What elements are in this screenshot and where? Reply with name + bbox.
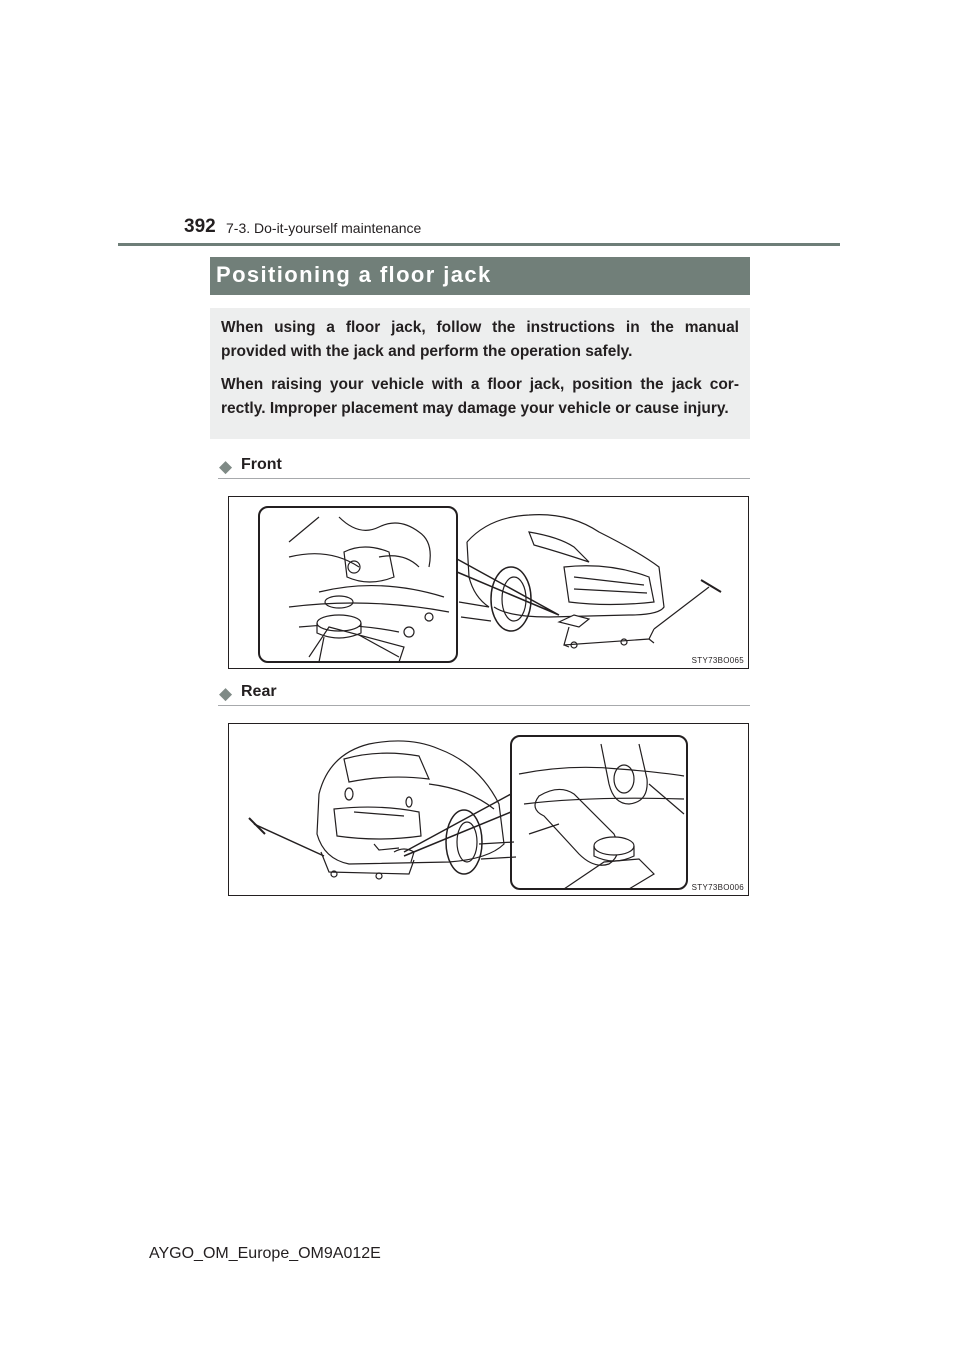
intro-paragraph-1: When using a floor jack, follow the instructions in the manual provided with the jack and perform the operation safely.: [221, 319, 739, 360]
rear-jack-figure: [228, 723, 749, 896]
diamond-bullet-icon: ◆: [219, 457, 233, 476]
rear-jack-illustration: [229, 724, 749, 896]
header-rule: [118, 243, 840, 246]
figure-code: STY73BO065: [691, 656, 744, 665]
front-jack-illustration: [229, 497, 749, 669]
front-subheading: [218, 456, 750, 479]
intro-paragraph-2: When raising your vehicle with a floor jack, position the jack cor-rectly. Improper placement may damage your vehicle or cause injury.: [221, 376, 739, 417]
rear-subheading: [218, 683, 750, 706]
footer-doc-id: AYGO_OM_Europe_OM9A012E: [149, 1245, 381, 1262]
title-bar: [210, 257, 750, 295]
intro-box: [210, 308, 750, 439]
front-jack-figure: [228, 496, 749, 669]
rear-label: Rear: [241, 683, 277, 700]
front-label: Front: [241, 456, 282, 473]
figure-code: STY73BO006: [691, 883, 744, 892]
diamond-bullet-icon: ◆: [219, 684, 233, 703]
page-title: Positioning a floor jack: [216, 262, 492, 287]
page-number: 392: [184, 216, 216, 237]
section-label: 7-3. Do-it-yourself maintenance: [226, 220, 422, 236]
